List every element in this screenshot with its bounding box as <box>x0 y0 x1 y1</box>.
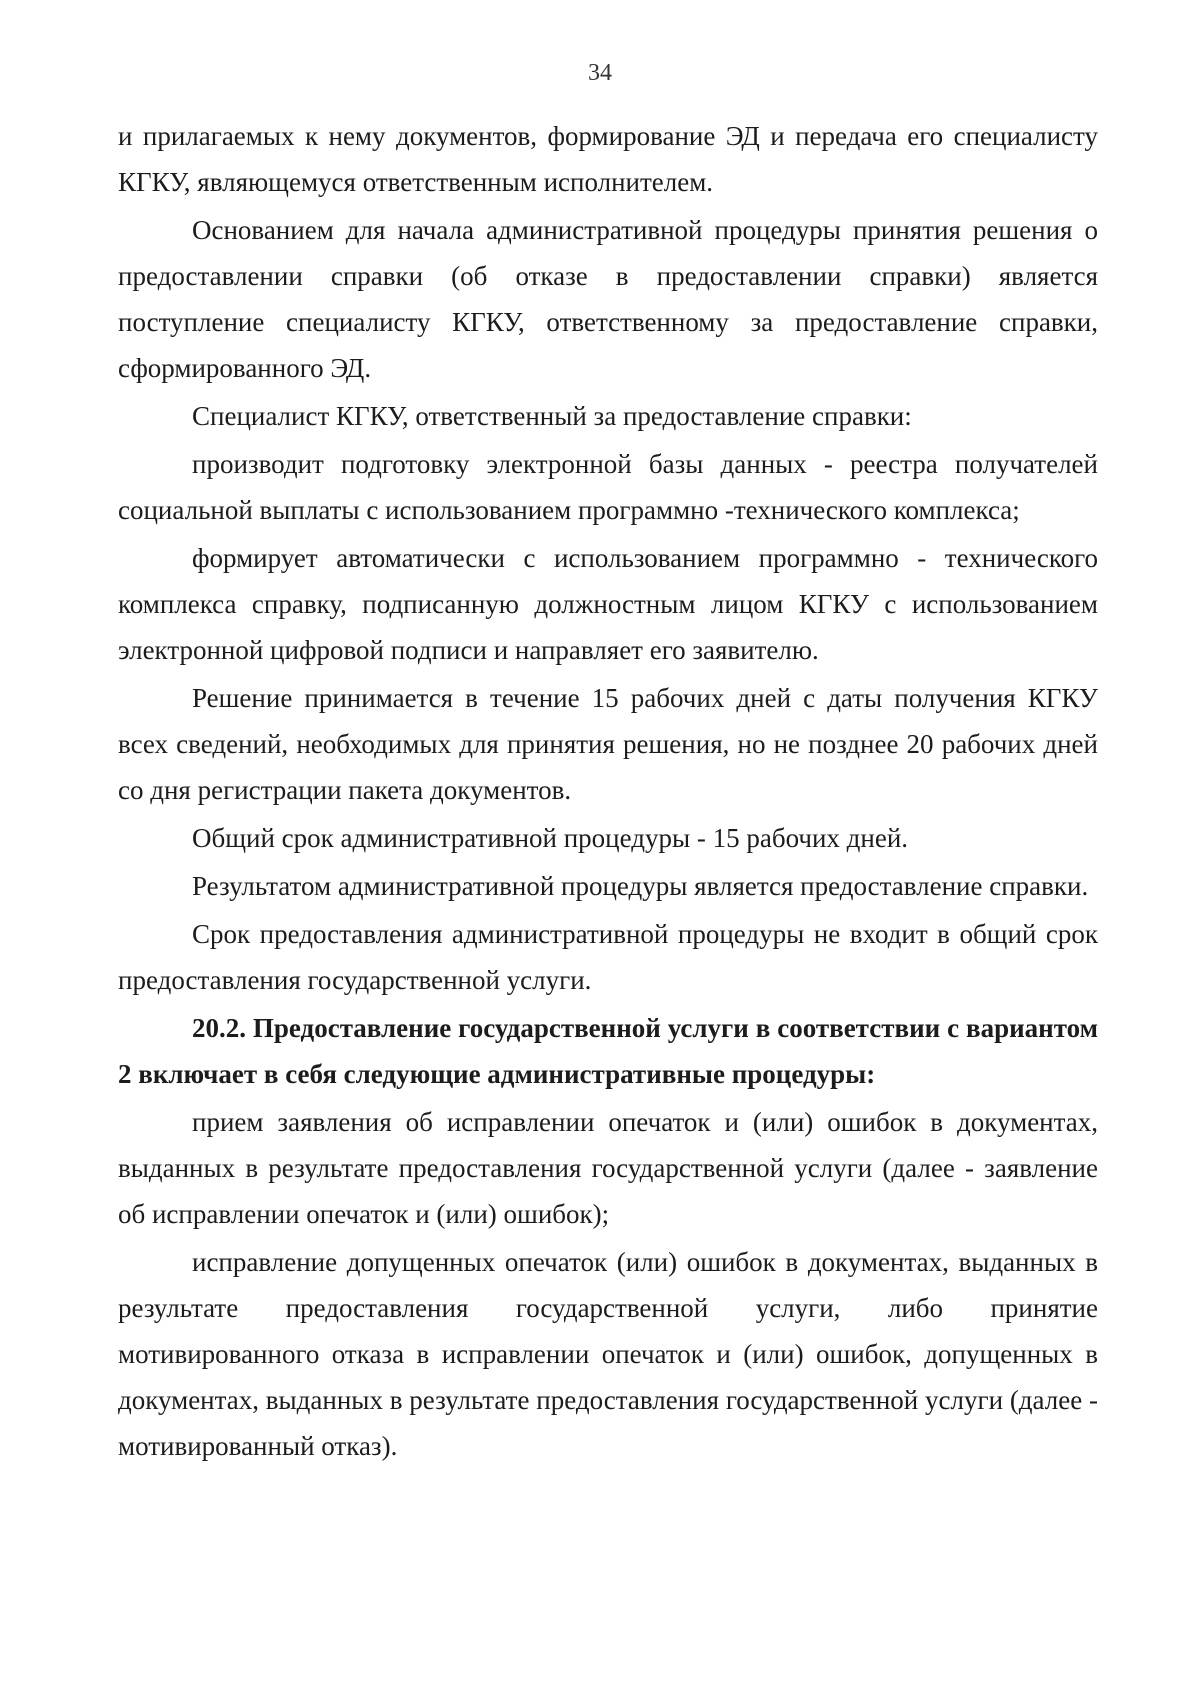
document-body <box>118 113 1098 1471</box>
section-heading-20-2: 20.2. Предоставление государственной услуги в соответствии с вариантом 2 включает в себя следующие административные процедуры: <box>118 1013 1098 1089</box>
paragraph-term-note: Срок предоставления административной процедуры не входит в общий срок предоставления государственной услуги. <box>118 919 1098 995</box>
page-number: 34 <box>588 60 612 86</box>
paragraph-total-term: Общий срок административной процедуры - 15 рабочих дней. <box>192 823 909 853</box>
paragraph-specialist-intro: Специалист КГКУ, ответственный за предоставление справки: <box>192 401 912 431</box>
paragraph-error-correction: исправление допущенных опечаток (или) ошибок в документах, выданных в результате предоставления государственной услуги, либо принятие мотивированного отказа в исправлении опечаток и (или) ошибок, допущенных в документах, выданных в результате предоставления государственной услуги (далее - мотивированный отказ). <box>118 1247 1098 1461</box>
paragraph-certificate-formation: формирует автоматически с использованием программно - технического комплекса справку, подписанную должностным лицом КГКУ с использованием электронной цифровой подписи и направляет его заявителю. <box>118 543 1098 665</box>
paragraph-application-intake: прием заявления об исправлении опечаток и (или) ошибок в документах, выданных в результате предоставления государственной услуги (далее - заявление об исправлении опечаток и (или) ошибок); <box>118 1107 1098 1229</box>
paragraph-registry-preparation: производит подготовку электронной базы данных - реестра получателей социальной выплаты с использованием программно -технического комплекса; <box>118 449 1098 525</box>
paragraph-result: Результатом административной процедуры является предоставление справки. <box>192 871 1089 901</box>
paragraph-procedure-basis: Основанием для начала административной процедуры принятия решения о предоставлении справки (об отказе в предоставлении справки) является поступление специалисту КГКУ, ответственному за предоставление справки, сформированного ЭД. <box>118 215 1098 383</box>
paragraph-decision-deadline: Решение принимается в течение 15 рабочих дней с даты получения КГКУ всех сведений, необходимых для принятия решения, но не позднее 20 рабочих дней со дня регистрации пакета документов. <box>118 683 1098 805</box>
paragraph-continuation: и прилагаемых к нему документов, формирование ЭД и передача его специалисту КГКУ, являющемуся ответственным исполнителем. <box>118 121 1098 197</box>
